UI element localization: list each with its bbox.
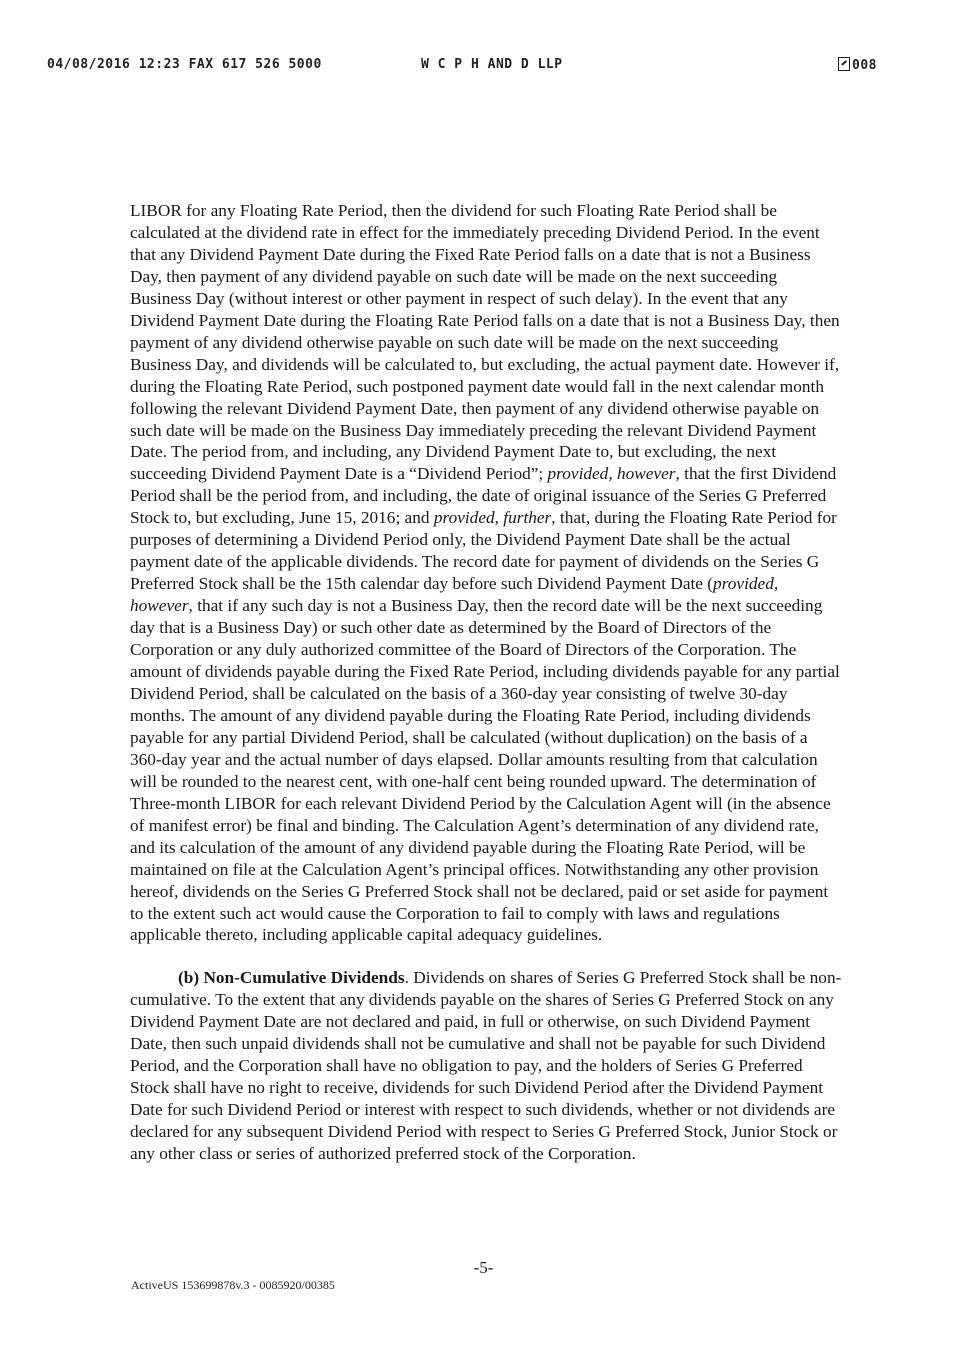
fax-sender: W C P H AND D LLP xyxy=(421,57,563,72)
section-b-heading: (b) Non-Cumulative Dividends xyxy=(178,968,405,988)
document-id: ActiveUS 153699878v.3 - 0085920/00385 xyxy=(131,1278,335,1292)
paragraph-non-cumulative-dividends xyxy=(130,967,842,1165)
document-body xyxy=(130,200,842,1165)
page-number: -5- xyxy=(473,1258,494,1277)
fax-page-code: 008 xyxy=(852,58,877,73)
fax-header xyxy=(47,57,877,77)
fax-datetime-and-number xyxy=(47,57,322,72)
fax-page-icon xyxy=(838,57,850,71)
para-a-italic2: provided, further xyxy=(433,508,552,528)
para-a-italic1: provided, however xyxy=(547,464,676,484)
para-a-part3: , that, during the Floating Rate Period for purposes of determining a Dividend Period only, the Dividend Payment Date shall be the actual payment date of the applicable dividends. The record date for payment of dividends on the Series G Preferred Stock shall be the 15th calendar day before such Dividend Payment Date ( xyxy=(130,508,837,594)
para-a-part4: , that if any such day is not a Business Day, then the record date will be the next succeeding day that is a Business Day) or such other date as determined by the Board of Directors of the Corporation or any duly authorized committee of the Board of Directors of the Corporation. The amount of dividends payable during the Fixed Rate Period, including dividends payable for any partial Dividend Period, shall be calculated on the basis of a 360-day year consisting of twelve 30-day months. The amount of any dividend payable during the Floating Rate Period, including dividends payable for any partial Dividend Period, shall be calculated (without duplication) on the basis of a 360-day year and the actual number of days elapsed. Dollar amounts resulting from that calculation will be rounded to the nearest cent, with one-half cent being rounded upward. The determination of Three-month LIBOR for each relevant Dividend Period by the Calculation Agent will (in the absence of manifest error) be final and binding. The Calculation Agent’s determination of any dividend rate, and its calculation of the amount of any dividend payable during the Floating Rate Period, will be maintained on file at the Calculation Agent’s principal offices. Notwithstanding any other provision hereof, dividends on the Series G Preferred Stock shall not be declared, paid or set aside for payment to the extent such act would cause the Corporation to fail to comply with laws and regulations applicable thereto, including applicable capital adequacy guidelines. xyxy=(130,596,840,945)
para-a-part2: , that the first Dividend Period shall be the period from, and including, the date of original issuance of the Series G Preferred Stock to, but excluding, June 15, 2016; and xyxy=(130,464,837,528)
fax-number: FAX 617 526 5000 xyxy=(188,57,322,72)
fax-page-indicator xyxy=(838,57,877,73)
paragraph-dividend-period xyxy=(130,200,842,946)
para-a-part1: LIBOR for any Floating Rate Period, then the dividend for such Floating Rate Period shall be calculated at the dividend rate in effect for the immediately preceding Dividend Period. In the event that any Dividend Payment Date during the Fixed Rate Period falls on a date that is not a Business Day, then payment of any dividend payable on such date will be made on the next succeeding Business Day (without interest or other payment in respect of such delay). In the event that any Dividend Payment Date during the Floating Rate Period falls on a date that is not a Business Day, then payment of any dividend otherwise payable on such date will be made on the next succeeding Business Day, and dividends will be calculated to, but excluding, the actual payment date. However if, during the Floating Rate Period, such postponed payment date would fall in the next calendar month following the relevant Dividend Payment Date, then payment of any dividend otherwise payable on such date will be made on the Business Day immediately preceding the relevant Dividend Payment Date. The period from, and including, any Dividend Payment Date to, but excluding, the next succeeding Dividend Payment Date is a “Dividend Period”; xyxy=(130,201,840,484)
section-b-text: . Dividends on shares of Series G Preferred Stock shall be non-cumulative. To the extent that any dividends payable on the shares of Series G Preferred Stock on any Dividend Payment Date are not declared and paid, in full or otherwise, on such Dividend Payment Date, then such unpaid dividends shall not be cumulative and shall not be payable for such Dividend Period, and the Corporation shall have no obligation to pay, and the holders of Series G Preferred Stock shall have no right to receive, dividends for such Dividend Period after the Dividend Payment Date for such Dividend Period or interest with respect to such dividends, whether or not dividends are declared for any subsequent Dividend Period with respect to Series G Preferred Stock, Junior Stock or any other class or series of authorized preferred stock of the Corporation. xyxy=(130,968,842,1164)
fax-datetime: 04/08/2016 12:23 xyxy=(47,57,181,72)
para-a-italic3: provided, however xyxy=(130,574,779,616)
